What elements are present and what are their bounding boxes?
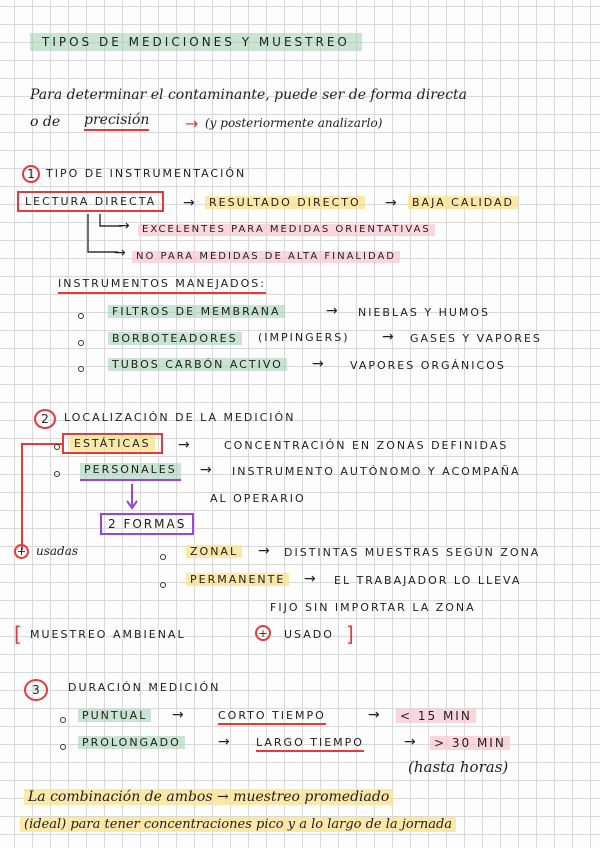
lectura-directa-box: LECTURA DIRECTA [17,191,164,212]
hasta-horas: (hasta horas) [408,758,509,776]
arrow-icon: → [258,543,270,559]
section-number-3: 3 [24,679,48,701]
estaticas-box [62,433,163,454]
corto-tiempo: CORTO TIEMPO [218,710,326,725]
arrow-icon: → [172,707,184,723]
puntual-label: PUNTUAL [78,709,151,722]
bullet [78,366,84,372]
arrow-icon: → [368,707,380,723]
usadas-label: usadas [36,544,79,558]
instrument-target: NIEBLAS Y HUMOS [358,306,491,319]
resultado-directo: RESULTADO DIRECTO [205,196,365,209]
no-para-note: NO PARA MEDIDAS DE ALTA FINALIDAD [132,251,400,263]
arrow-icon: → [382,329,394,345]
bullet [54,444,60,450]
arrow-icon: → [404,734,416,750]
arrow-icon: → [385,195,397,211]
intro-line-2-suffix: (y posteriormente analizarlo) [205,116,383,130]
arrow-icon: → [118,218,130,234]
estaticas-desc: CONCENTRACIÓN EN ZONAS DEFINIDAS [224,439,509,452]
arrow-icon: → [185,114,199,133]
largo-tiempo: LARGO TIEMPO [256,737,364,752]
zonal-desc: DISTINTAS MUESTRAS SEGÚN ZONA [284,546,541,559]
prolongado-label: PROLONGADO [78,736,185,749]
plus-circle-icon: + [14,544,29,559]
bracket-open: [ [14,622,22,646]
arrow-icon: → [178,437,190,453]
plus-circle-icon: + [255,625,271,641]
instrument-extra: (IMPINGERS) [258,331,350,344]
page-title: TIPOS DE MEDICIONES Y MUESTREO [30,33,362,51]
muestreo-usado: USADO [284,628,334,641]
dos-formas-box: 2 FORMAS [100,513,194,535]
section-1-heading: TIPO DE INSTRUMENTACIÓN [46,167,247,180]
arrow-icon: → [218,734,230,750]
personales-desc-1: INSTRUMENTO AUTÓNOMO Y ACOMPAÑA [232,465,521,478]
zonal-label: ZONAL [186,545,242,558]
bullet [160,582,166,588]
intro-line-2-prefix: o de [30,114,61,130]
bullet [54,471,60,477]
instrument-name: TUBOS CARBÓN ACTIVO [108,358,287,371]
excelentes-note: EXCELENTES PARA MEDIDAS ORIENTATIVAS [138,224,435,236]
instrument-name: FILTROS DE MEMBRANA [108,305,285,318]
arrow-icon: → [183,195,195,211]
instrument-name: BORBOTEADORES [108,332,242,345]
muestreo-ambiental: MUESTREO AMBIENAL [30,628,186,641]
personales-label: PERSONALES [80,463,181,481]
arrow-icon: → [312,356,324,372]
bullet [78,313,84,319]
section-3-heading: DURACIÓN MEDICIÓN [68,681,221,694]
corto-valor: < 15 MIN [396,709,476,723]
arrow-icon: → [326,303,338,319]
arrow-icon: → [200,462,212,478]
permanente-label: PERMANENTE [186,573,289,586]
bullet [78,340,84,346]
bullet [60,744,66,750]
instrument-target: GASES Y VAPORES [410,332,542,345]
estaticas-label: ESTÁTICAS [70,436,155,451]
permanente-desc-1: EL TRABAJADOR LO LLEVA [334,574,522,587]
personales-desc-2: AL OPERARIO [210,492,306,505]
largo-valor: > 30 MIN [430,736,510,750]
bullet [160,554,166,560]
intro-line-1: Para determinar el contaminante, puede ser de forma directa [30,87,468,103]
arrow-icon: → [304,571,316,587]
section-number-1: 1 [22,165,40,183]
instrumentos-heading: INSTRUMENTOS MANEJADOS: [58,278,266,294]
baja-calidad: BAJA CALIDAD [408,196,518,209]
precision-keyword: precisión [84,113,149,131]
section-number-2: 2 [34,409,56,429]
bullet [60,717,66,723]
conclusion-line-2: (ideal) para tener concentraciones pico y a lo largo de la jornada [20,817,456,832]
arrow-icon: → [114,245,126,261]
conclusion-line-1: La combinación de ambos → muestreo promediado [24,789,393,805]
bracket-close: ] [346,622,354,646]
permanente-desc-2: FIJO SIN IMPORTAR LA ZONA [270,601,476,614]
section-2-heading: LOCALIZACIÓN DE LA MEDICIÓN [64,411,296,424]
instrument-target: VAPORES ORGÁNICOS [350,359,506,372]
